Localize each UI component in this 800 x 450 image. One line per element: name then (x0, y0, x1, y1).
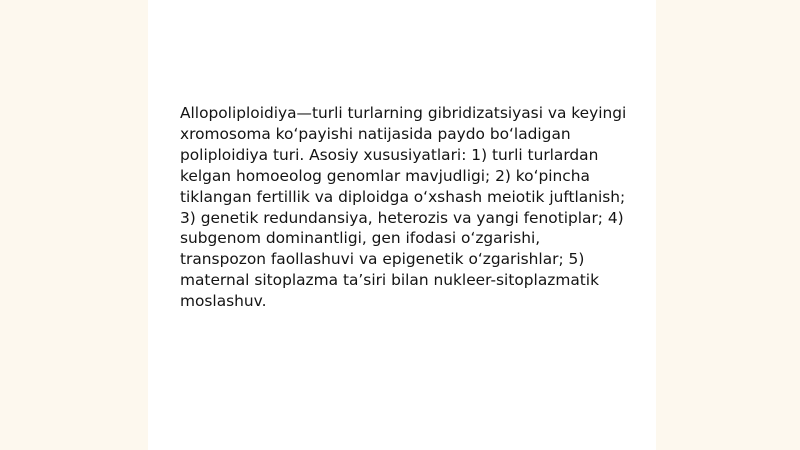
body-paragraph: Allopoliploidiya—turli turlarning gibridizatsiyasi va keyingi xromosoma koʻpayishi natijasida paydo boʻladigan poliploidiya turi. Asosiy xususiyatlari: 1) turli turlardan kelgan homoeolog genomlar mavjudligi; 2) koʻpincha tiklangan fertillik va diploidga oʻxshash meiotik juftlanish; 3) genetik redundansiya, heterozis va yangi fenotiplar; 4) subgenom dominantligi, gen ifodasi oʻzgarishi, transpozon faollashuvi va epigenetik oʻzgarishlar; 5) maternal sitoplazma taʼsiri bilan nukleer-sitoplazmatik moslashuv. (180, 104, 627, 311)
document-page (148, 0, 656, 450)
